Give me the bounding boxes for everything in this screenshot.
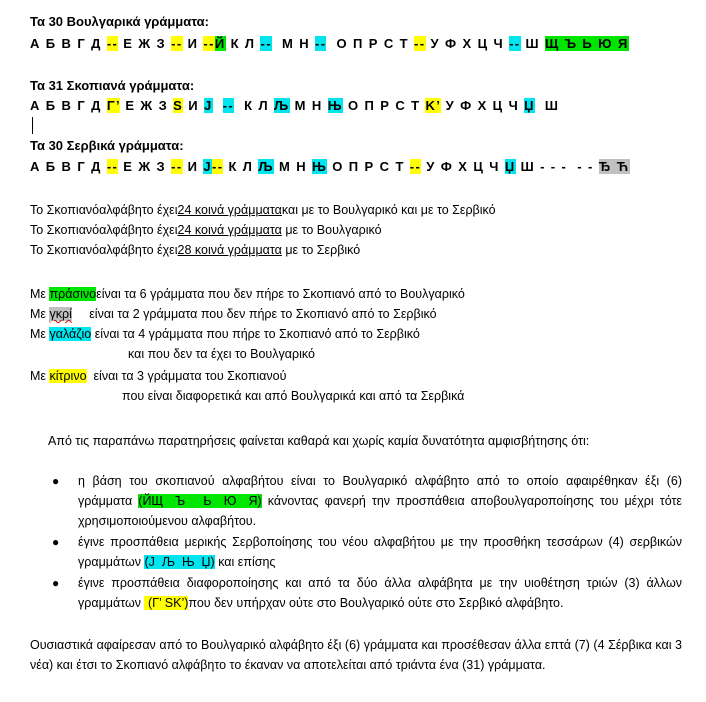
common-line-text: με το Σερβικό bbox=[281, 243, 361, 257]
legend-prefix: Με bbox=[30, 369, 50, 383]
bullet-icon: ● bbox=[52, 576, 60, 590]
highlighted-letter: -- bbox=[106, 36, 119, 51]
highlighted-letter: -- bbox=[171, 36, 183, 51]
bullet-text: η βάση του σκοπιανού αλφαβήτου είναι το Βουλγαρικό αλφάβητο από το οποίο αφαιρέθηκαν έξι (6) γράμματα bbox=[78, 474, 682, 508]
letter-group: Ш bbox=[520, 36, 546, 51]
common-count: 24 κοινά γράμματα bbox=[177, 203, 282, 217]
highlighted-letter: Њ bbox=[312, 159, 328, 174]
legend-text: είναι τα 4 γράμματα που πήρε το Σκοπιανό από το Σερβικό bbox=[91, 327, 420, 341]
list-item bbox=[30, 532, 682, 572]
bullet-text: έγινε προσπάθεια διαφοροποίησης και από τα δύο άλλα αλφάβητα με την υιοθέτηση τριών (3) άλλων γραμμάτων bbox=[78, 576, 682, 610]
common-line-text: με το Βουλγαρικό bbox=[281, 223, 382, 237]
highlighted-letter: Γ’ bbox=[106, 98, 121, 113]
legend-color-word: κίτρινο bbox=[49, 369, 87, 383]
common-line-3 bbox=[30, 242, 360, 259]
legend-prefix: Με bbox=[30, 307, 50, 321]
letter-group: И bbox=[183, 98, 204, 113]
letter-group: К Л bbox=[223, 159, 259, 174]
highlighted-letter: -- bbox=[509, 36, 521, 51]
legend-cyan-cont: και που δεν τα έχει το Βουλγαρικό bbox=[128, 347, 315, 361]
serbian-heading: Τα 30 Σερβικά γράμματα: bbox=[30, 138, 184, 153]
bullet-text: που δεν υπήρχαν ούτε στο Βουλγαρικό ούτε στο Σερβικό αλφάβητο. bbox=[188, 596, 564, 610]
legend-prefix: Με bbox=[30, 287, 50, 301]
highlighted-letter: Й bbox=[214, 36, 226, 51]
common-line-1 bbox=[30, 202, 496, 219]
legend-cyan bbox=[30, 326, 420, 343]
letter-group: Е Ж З bbox=[118, 36, 172, 51]
highlighted-letter: K’ bbox=[425, 98, 441, 113]
common-line-2 bbox=[30, 222, 382, 239]
highlighted-letter: -- bbox=[106, 159, 119, 174]
letter-group: А Б В Г Д bbox=[30, 36, 107, 51]
bullet-text: και επίσης bbox=[214, 555, 276, 569]
letter-group: У Ф Х Ц Ч bbox=[425, 36, 510, 51]
letter-group: М Н bbox=[289, 98, 328, 113]
legend-yellow bbox=[30, 368, 286, 385]
letter-group: Ш bbox=[534, 98, 560, 113]
highlighted-letter: -- bbox=[315, 36, 327, 51]
legend-gray bbox=[30, 306, 437, 323]
letter-group: О П Р С Т bbox=[327, 159, 410, 174]
legend-color-word: γαλάζιο bbox=[49, 327, 92, 341]
highlight-letters: (Γ’ SK’) bbox=[144, 596, 189, 610]
macedonian-heading: Τα 31 Σκοπιανά γράμματα: bbox=[30, 78, 195, 93]
highlight-letters: (J Љ Њ Џ) bbox=[144, 555, 215, 569]
common-line-text: Το Σκοπιανόαλφάβητο έχει bbox=[30, 203, 178, 217]
letter-group: О П Р С Т bbox=[342, 98, 426, 113]
common-count: 24 κοινά γράμματα bbox=[177, 223, 282, 237]
letter-group: Е Ж З bbox=[118, 159, 172, 174]
letter-group: М Н bbox=[271, 36, 316, 51]
highlighted-letter: -- bbox=[203, 36, 215, 51]
highlighted-letter: -- bbox=[171, 159, 183, 174]
legend-green bbox=[30, 286, 465, 303]
letter-group: А Б В Г Д bbox=[30, 159, 107, 174]
legend-text: είναι τα 2 γράμματα που δεν πήρε το Σκοπιανό από το Σερβικό bbox=[71, 307, 437, 321]
legend-text: είναι τα 3 γράμματα του Σκοπιανού bbox=[86, 369, 287, 383]
legend-color-word: πράσινο bbox=[49, 287, 97, 301]
letter-group: У Ф Х Ц Ч bbox=[421, 159, 505, 174]
letter-group: М Н bbox=[273, 159, 313, 174]
highlighted-letter: Џ bbox=[504, 159, 516, 174]
common-line-text: και με το Βουλγαρικό και με το Σερβικό bbox=[281, 203, 496, 217]
legend-prefix: Με bbox=[30, 327, 50, 341]
letter-group: Ш - - - - - bbox=[515, 159, 599, 174]
observation-list bbox=[30, 471, 682, 614]
text-cursor bbox=[32, 117, 33, 134]
legend-color-word: γκρί bbox=[49, 307, 72, 321]
intro-paragraph bbox=[30, 431, 682, 451]
highlighted-letter: Ђ Ћ bbox=[598, 159, 630, 174]
letter-group: К Л bbox=[234, 98, 275, 113]
list-item bbox=[30, 471, 682, 531]
legend-text: είναι τα 6 γράμματα που δεν πήρε το Σκοπιανό από το Βουλγαρικό bbox=[96, 287, 465, 301]
highlighted-letter: S bbox=[173, 98, 184, 113]
macedonian-alphabet bbox=[30, 97, 559, 114]
highlighted-letter: Њ bbox=[327, 98, 343, 113]
letter-group: К Л bbox=[225, 36, 261, 51]
highlighted-letter: Љ bbox=[258, 159, 274, 174]
highlighted-letter: Щ Ъ Ь Ю Я bbox=[545, 36, 629, 51]
serbian-alphabet bbox=[30, 158, 630, 175]
bullet-icon: ● bbox=[52, 474, 60, 488]
bullet-icon: ● bbox=[52, 535, 60, 549]
letter-group: О П Р С Т bbox=[326, 36, 415, 51]
bullet-text: κάνοντας φανερή την προσπάθεια αποβουλγαροποίησης του μέχρι τότε χρησιμοποιούμενου αλφαβήτου. bbox=[78, 494, 682, 528]
highlighted-letter: Џ bbox=[524, 98, 535, 113]
common-line-text: Το Σκοπιανόαλφάβητο έχει bbox=[30, 223, 178, 237]
common-count: 28 κοινά γράμματα bbox=[177, 243, 282, 257]
highlighted-letter: -- bbox=[260, 36, 272, 51]
bulgarian-heading: Τα 30 Βουλγαρικά γράμματα: bbox=[30, 14, 209, 29]
letter-group bbox=[213, 98, 223, 113]
letter-group: А Б В Г Д bbox=[30, 98, 107, 113]
bulgarian-alphabet bbox=[30, 35, 629, 52]
highlight-letters: (ЙЩ Ъ Ь Ю Я) bbox=[138, 494, 262, 508]
highlighted-letter: Љ bbox=[274, 98, 290, 113]
list-item bbox=[30, 573, 682, 613]
conclusion-paragraph: Ουσιαστικά αφαίρεσαν από το Βουλγαρικό αλφάβητο έξι (6) γράμματα και προσέθεσαν άλλα επτά (7) (4 Σέρβικα και 3 νέα) και έτσι το Σκοπιανό αλφάβητο το έκαναν να αποτελείται από τριάντα ένα (31) γράμματα. bbox=[30, 638, 682, 672]
highlighted-letter: -- bbox=[222, 98, 235, 113]
common-line-text: Το Σκοπιανόαλφάβητο έχει bbox=[30, 243, 178, 257]
letter-group: У Ф Х Ц Ч bbox=[440, 98, 525, 113]
letter-group: И bbox=[182, 159, 204, 174]
bullet-text: έγινε προσπάθεια μερικής Σερβοποίησης του νέου αλφαβήτου με την προσθήκη τεσσάρων (4) σερβικών γραμμάτων bbox=[78, 535, 682, 569]
letter-group: Е Ж З bbox=[120, 98, 174, 113]
highlighted-letter: J bbox=[204, 98, 213, 113]
highlighted-letter: -- bbox=[211, 159, 224, 174]
intro-text: Από τις παραπάνω παρατηρήσεις φαίνεται καθαρά και χωρίς καμία δυνατότητα αμφισβήτησης ότι: bbox=[48, 434, 590, 448]
highlighted-letter: -- bbox=[409, 159, 422, 174]
letter-group: И bbox=[182, 36, 204, 51]
legend-yellow-cont: που είναι διαφορετικά και από Βουλγαρικά και από τα Σερβικά bbox=[122, 389, 465, 403]
highlighted-letter: J bbox=[203, 159, 212, 174]
highlighted-letter: -- bbox=[414, 36, 426, 51]
